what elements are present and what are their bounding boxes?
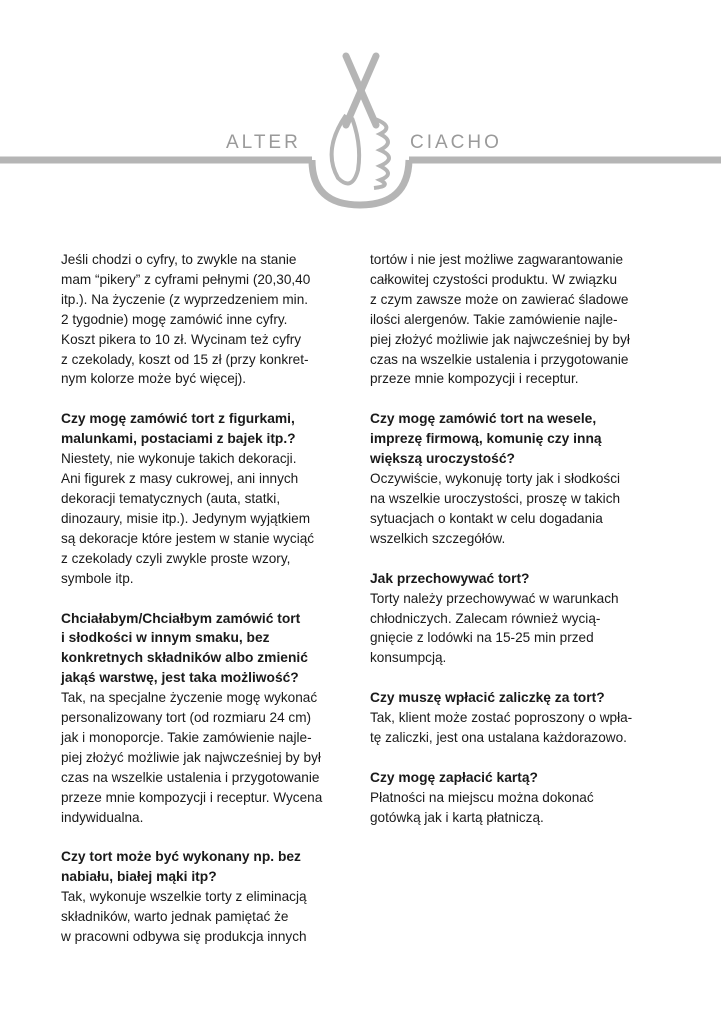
faq-answer: Tak, na specjalne życzenie mogę wykonać personalizowany tort (od rozmiaru 24 cm) jak i monoporcje. Takie zamówienie najle- piej złożyć możliwie jak najwcześniej by był czas na wszelkie ustalenia i przygotowanie przeze mnie kompozycji i receptur. Wycena indywidualna. xyxy=(61,690,323,825)
faq-item xyxy=(370,768,660,828)
intro-paragraph: Jeśli chodzi o cyfry, to zwykle na stanie mam “pikery” z cyframi pełnymi (20,30,40 itp.). Na życzenie (z wyprzedzeniem min. 2 tygodnie) mogę zamówić inne cyfry. Koszt pikera to 10 zł. Wycinam też cyfry z czekolady, koszt od 15 zł (przy konkret- nym kolorze może być więcej). xyxy=(61,252,311,387)
faq-item xyxy=(370,409,660,548)
faq-item xyxy=(370,569,660,669)
faq-answer: Tak, wykonuje wszelkie torty z eliminacją składników, warto jednak pamiętać że w pracowni odbywa się produkcja innych xyxy=(61,889,307,945)
faq-question: Jak przechowywać tort? xyxy=(370,570,530,586)
faq-answer: Torty należy przechowywać w warunkach chłodniczych. Zalecam również wycią- gnięcie z lodówki na 15-25 min przed konsumpcją. xyxy=(370,590,619,666)
faq-question: Czy muszę wpłacić zaliczkę za tort? xyxy=(370,690,605,706)
faq-question: Czy mogę zamówić tort z figurkami, malunkami, postaciami z bajek itp.? xyxy=(61,411,296,447)
faq-question: Chciałabym/Chciałbym zamówić tort i słodkości w innym smaku, bez konkretnych składników albo zmienić jakąś warstwę, jest taka możliwość? xyxy=(61,610,308,686)
faq-answer: Tak, klient może zostać poproszony o wpła- tę zaliczki, jest ona ustalana każdorazowo. xyxy=(370,710,633,746)
faq-item xyxy=(61,409,351,588)
brand-name-left: ALTER xyxy=(226,132,301,153)
continuation-paragraph: tortów i nie jest możliwe zagwarantowanie całkowitej czystości produktu. W związku z czym zawsze może on zawierać śladowe ilości alergenów. Takie zamówienie najle- piej złożyć możliwie jak najwcześniej by był czas na wszelkie ustalenia i przygotowanie przeze mnie kompozycji i receptur. xyxy=(370,252,630,387)
faq-question: Czy tort może być wykonany np. bez nabiału, białej mąki itp? xyxy=(61,849,301,885)
faq-item xyxy=(370,688,660,748)
faq-answer: Oczywiście, wykonuję torty jak i słodkości na wszelkie uroczystości, proszę w takich sytuacjach o kontakt w celu dogadania wszelkich szczegółów. xyxy=(370,471,621,546)
faq-item xyxy=(61,609,351,828)
left-column xyxy=(61,250,351,967)
faq-item xyxy=(61,847,351,947)
faq-question: Czy mogę zamówić tort na wesele, imprezę firmową, komunię czy inną większą uroczystość? xyxy=(370,411,602,467)
brand-name-right: CIACHO xyxy=(410,132,502,153)
right-column xyxy=(370,250,660,848)
faq-answer: Niestety, nie wykonuje takich dekoracji. Ani figurek z masy cukrowej, ani innych dekoracji tematycznych (auta, statki, dinozaury, misie itp.). Jedynym wyjątkiem są dekoracje które jestem w stanie wyciąć z czekolady czyli zwykle proste wzory, symbole itp. xyxy=(61,451,315,586)
whisk-icon xyxy=(0,0,721,220)
faq-answer: Płatności na miejscu można dokonać gotówką jak i kartą płatniczą. xyxy=(370,789,594,825)
header-logo xyxy=(0,0,721,220)
faq-question: Czy mogę zapłacić kartą? xyxy=(370,769,538,785)
